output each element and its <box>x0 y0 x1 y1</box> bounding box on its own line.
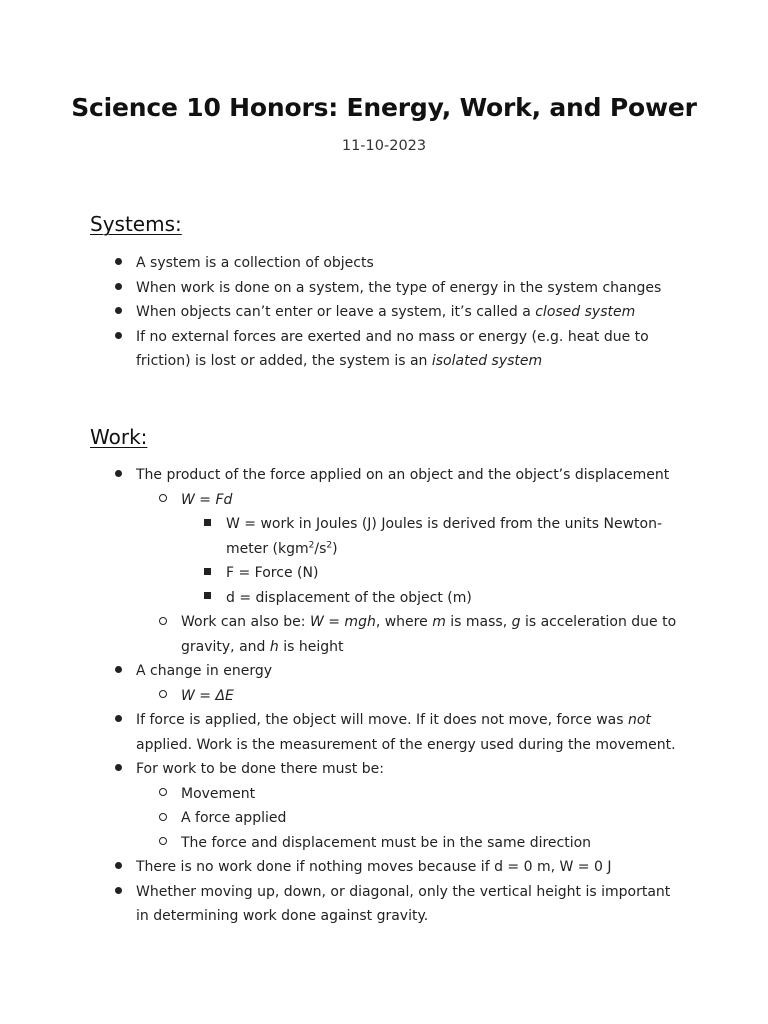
isolated-system-term: isolated system <box>431 353 543 369</box>
superscript: 2 <box>326 539 333 550</box>
systems-heading: Systems: <box>90 212 182 236</box>
document-date: 11-10-2023 <box>341 138 427 154</box>
list-item-text: , where <box>375 614 433 630</box>
list-item-text: When objects can’t enter or leave a system, it’s called a <box>136 304 536 320</box>
bullet-icon <box>108 463 128 488</box>
list-item <box>0 488 768 513</box>
square-bullet-icon <box>197 586 217 611</box>
list-item <box>0 463 768 488</box>
formula-text: W = ΔE <box>181 687 234 704</box>
list-item-text: The force and displacement must be in the same direction <box>181 834 592 851</box>
hollow-bullet-icon <box>153 684 173 709</box>
list-item-text: F = Force (N) <box>226 565 319 581</box>
bullet-icon <box>108 855 128 880</box>
list-item <box>0 659 768 684</box>
list-item <box>0 561 768 586</box>
list-item-text: ) <box>332 540 338 557</box>
list-item-text: W = work in Joules (J) Joules is derived from the units Newton-meter (kgm <box>226 516 663 557</box>
bullet-icon <box>108 276 128 301</box>
square-bullet-icon <box>197 561 217 586</box>
list-item <box>0 855 768 880</box>
list-item-text: For work to be done there must be: <box>136 761 384 777</box>
list-item <box>0 782 768 807</box>
bullet-icon <box>108 251 128 276</box>
list-item <box>0 831 768 856</box>
list-item <box>0 684 768 709</box>
square-bullet-icon <box>197 512 217 537</box>
list-item-text: If force is applied, the object will move. If it does not move, force was <box>136 712 628 728</box>
list-item-text: A system is a collection of objects <box>136 255 374 271</box>
list-item-text: Whether moving up, down, or diagonal, only the vertical height is important in determining work done against gravity. <box>136 883 671 924</box>
list-item-text: A force applied <box>181 810 287 826</box>
list-item <box>0 610 768 659</box>
list-item <box>0 586 768 611</box>
list-item <box>0 300 768 325</box>
formula-text: W = mgh <box>309 614 376 630</box>
list-item <box>0 708 768 757</box>
list-item-text: Work can also be: <box>181 614 310 630</box>
list-item-text: is height <box>278 638 344 655</box>
bullet-icon <box>108 659 128 684</box>
document-title: Science 10 Honors: Energy, Work, and Power <box>71 93 697 122</box>
list-item-text: is mass, <box>445 614 512 630</box>
list-item <box>0 512 768 561</box>
systems-list <box>0 251 768 374</box>
list-item-text: When work is done on a system, the type of energy in the system changes <box>136 279 662 296</box>
bullet-icon <box>108 325 128 350</box>
list-item <box>0 325 768 374</box>
variable-text: h <box>269 638 279 655</box>
list-item-text: The product of the force applied on an object and the object’s displacement <box>136 467 670 483</box>
list-item <box>0 276 768 301</box>
work-heading: Work: <box>90 425 148 449</box>
hollow-bullet-icon <box>153 488 173 513</box>
list-item <box>0 806 768 831</box>
closed-system-term: closed system <box>535 304 636 320</box>
list-item-text: A change in energy <box>136 663 272 679</box>
hollow-bullet-icon <box>153 831 173 856</box>
bullet-icon <box>108 757 128 782</box>
list-item-text: If no external forces are exerted and no mass or energy (e.g. heat due to friction) is lost or added, the system is an <box>136 328 649 369</box>
emphasis-text: not <box>627 712 651 728</box>
hollow-bullet-icon <box>153 782 173 807</box>
variable-text: m <box>432 614 446 630</box>
list-item <box>0 880 768 929</box>
list-item <box>0 251 768 276</box>
hollow-bullet-icon <box>153 806 173 831</box>
list-item-text: d = displacement of the object (m) <box>226 589 472 606</box>
hollow-bullet-icon <box>153 610 173 635</box>
list-item-text: is acceleration due to gravity, and <box>181 614 677 655</box>
bullet-icon <box>108 880 128 905</box>
work-list <box>0 463 768 929</box>
variable-text: g <box>511 614 521 630</box>
list-item-text: Movement <box>181 785 256 802</box>
bullet-icon <box>108 708 128 733</box>
list-item-text: There is no work done if nothing moves because if d = 0 m, W = 0 J <box>136 859 612 875</box>
list-item-text: applied. Work is the measurement of the energy used during the movement. <box>136 736 676 753</box>
bullet-icon <box>108 300 128 325</box>
list-item <box>0 757 768 782</box>
list-item-text: /s <box>314 540 327 557</box>
formula-text: W = Fd <box>181 491 233 508</box>
superscript: 2 <box>308 539 315 550</box>
